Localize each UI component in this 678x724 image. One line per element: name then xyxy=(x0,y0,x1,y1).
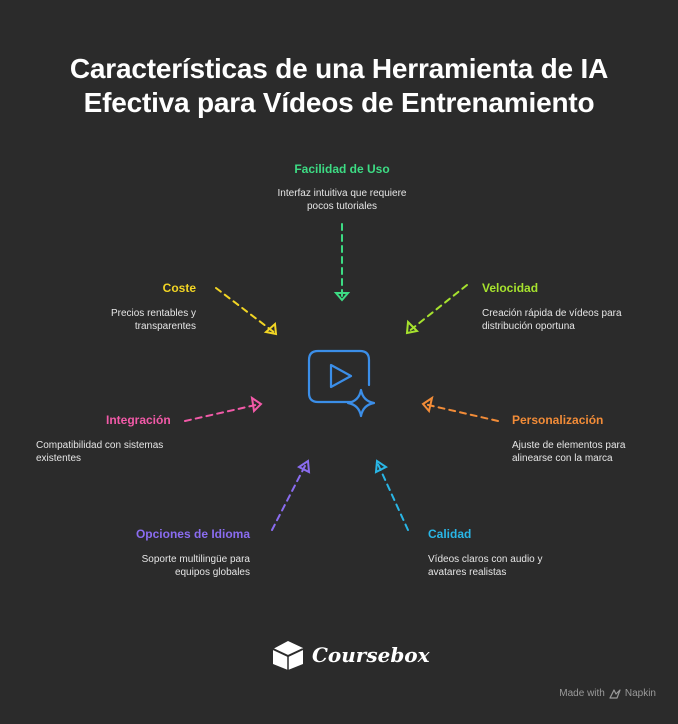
integracion-desc-line-1: Compatibilidad con sistemas xyxy=(36,440,164,451)
idioma-desc-line-2: equipos globales xyxy=(174,567,250,578)
arrow-calidad xyxy=(376,461,408,530)
facilidad-desc xyxy=(232,187,452,213)
coste-desc-line-2: transparentes xyxy=(134,321,196,332)
brand-name: Coursebox xyxy=(312,643,430,667)
calidad-title: Calidad xyxy=(428,527,472,541)
velocidad-desc-line-1: Creación rápida de vídeos para xyxy=(482,308,622,319)
idioma-desc-line-1: Soporte multilingüe para xyxy=(141,554,250,565)
facilidad-title: Facilidad de Uso xyxy=(294,162,390,176)
title-line-2: Efectiva para Vídeos de Entrenamiento xyxy=(83,87,595,118)
box-icon xyxy=(270,638,306,672)
coursebox-logo xyxy=(270,638,430,672)
integracion-desc xyxy=(36,439,216,465)
calidad-desc-line-1: Vídeos claros con audio y xyxy=(428,554,543,565)
velocidad-desc-line-2: distribución oportuna xyxy=(482,321,575,332)
personalizacion-desc xyxy=(512,439,672,465)
facilidad-desc-line-1: Interfaz intuitiva que requiere xyxy=(277,188,407,199)
video-ai-icon xyxy=(309,351,374,416)
personalizacion-desc-line-2: alinearse con la marca xyxy=(512,453,613,464)
idioma-title: Opciones de Idioma xyxy=(135,527,250,541)
title-line-1: Características de una Herramienta de IA xyxy=(69,53,609,84)
made-with-footer xyxy=(559,688,656,699)
arrow-facilidad xyxy=(336,224,348,300)
made-with-label: Made with xyxy=(559,688,605,699)
integracion-desc-line-2: existentes xyxy=(36,453,82,464)
personalizacion-desc-line-1: Ajuste de elementos para xyxy=(512,440,626,451)
napkin-label: Napkin xyxy=(624,688,656,699)
arrow-coste xyxy=(216,288,276,334)
arrow-personalizacion xyxy=(423,398,498,421)
integracion-title: Integración xyxy=(106,413,171,427)
calidad-desc-line-2: avatares realistas xyxy=(428,567,507,578)
arrow-velocidad xyxy=(407,285,467,333)
arrow-idioma xyxy=(272,461,309,530)
calidad-desc xyxy=(428,553,608,579)
coste-desc-line-1: Precios rentables y xyxy=(110,308,196,319)
velocidad-title: Velocidad xyxy=(482,281,539,295)
arrow-integracion xyxy=(185,398,261,421)
napkin-icon xyxy=(609,689,621,699)
velocidad-desc xyxy=(482,307,662,333)
coste-title: Coste xyxy=(162,281,196,295)
personalizacion-title: Personalización xyxy=(512,413,604,427)
idioma-desc xyxy=(70,553,250,579)
coste-desc xyxy=(36,307,196,333)
facilidad-desc-line-2: pocos tutoriales xyxy=(306,201,378,212)
